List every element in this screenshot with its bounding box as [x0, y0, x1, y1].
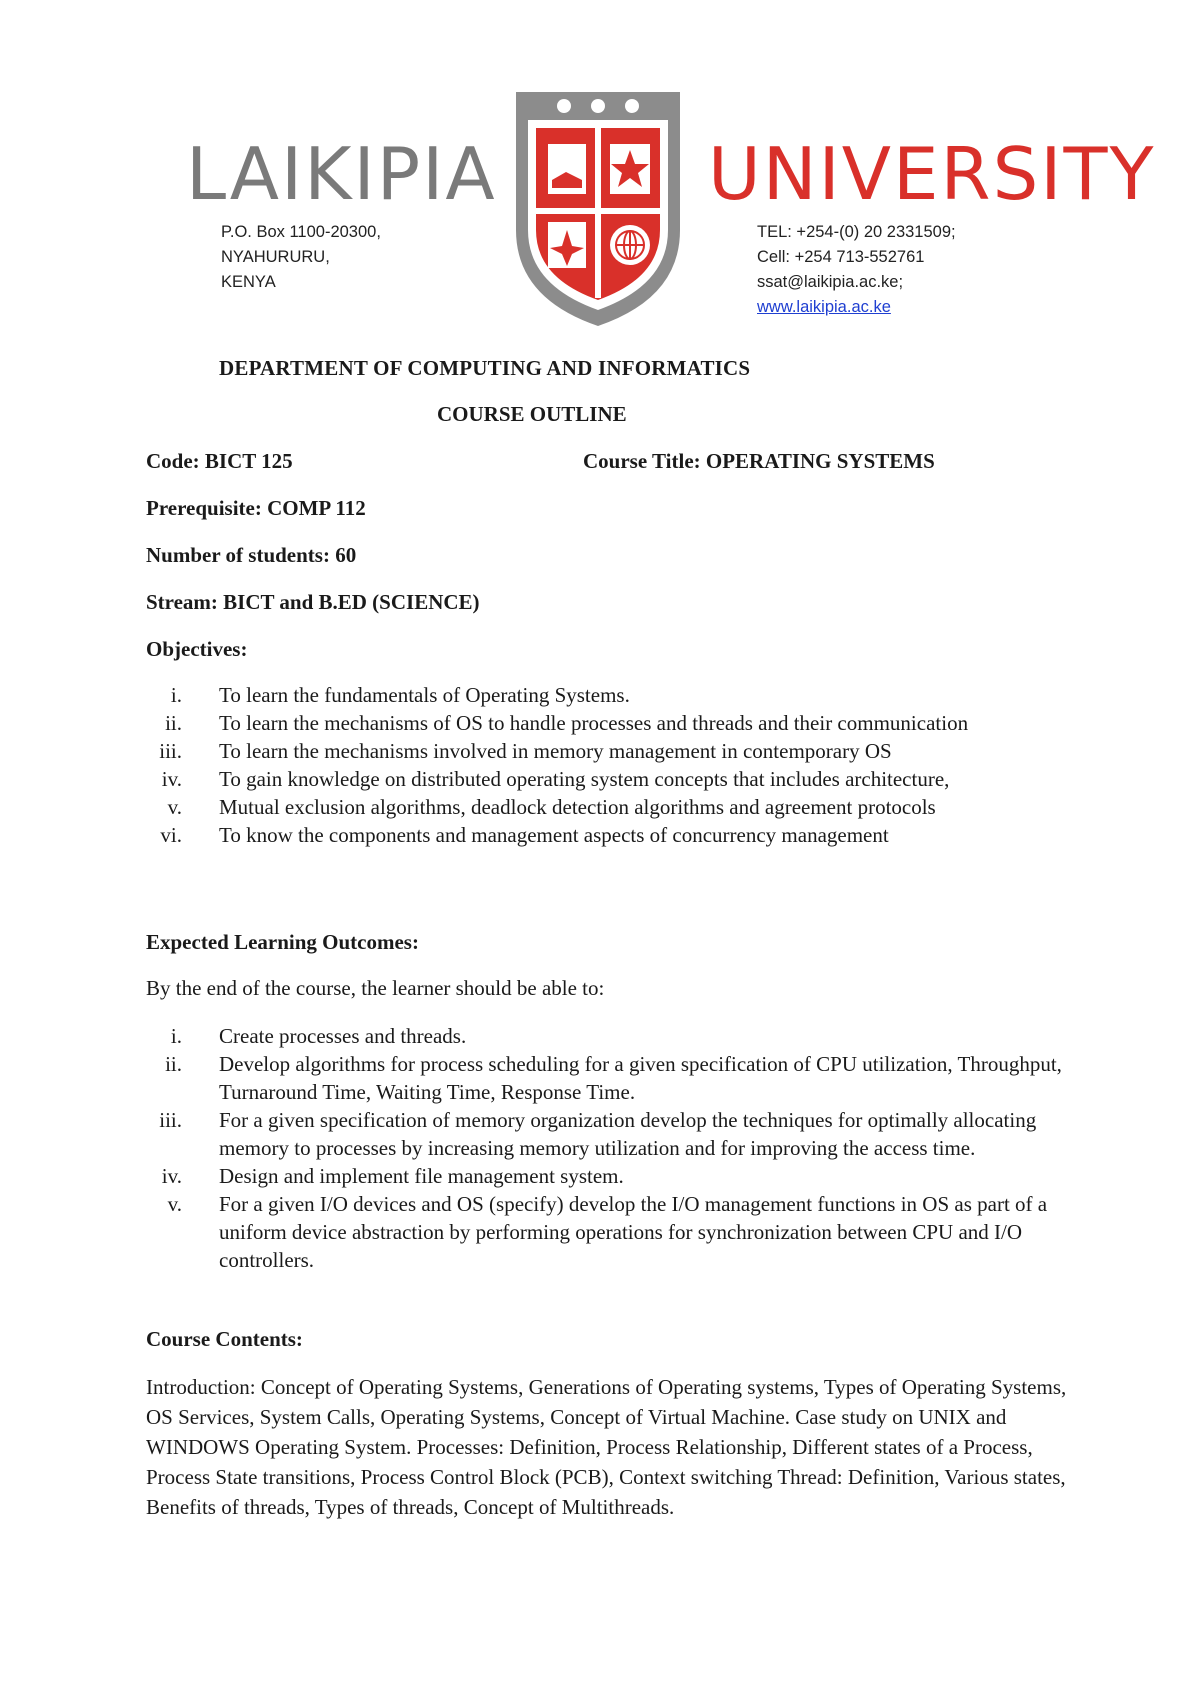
list-item	[146, 737, 1076, 765]
objectives-list	[146, 681, 1076, 849]
list-text: Mutual exclusion algorithms, deadlock detection algorithms and agreement protocols	[219, 795, 936, 819]
list-text: Design and implement file management system.	[219, 1164, 624, 1188]
list-number: v.	[167, 795, 182, 819]
list-number: i.	[170, 1024, 182, 1048]
university-crest-icon	[508, 80, 688, 330]
list-number: v.	[167, 1192, 182, 1216]
list-item	[146, 709, 1076, 737]
list-number: iii.	[159, 1108, 182, 1132]
department-heading: DEPARTMENT OF COMPUTING AND INFORMATICS	[219, 356, 751, 380]
list-text: To learn the fundamentals of Operating Systems.	[219, 683, 630, 707]
telephone: TEL: +254-(0) 20 2331509;	[757, 223, 956, 241]
list-text: For a given I/O devices and OS (specify) develop the I/O management functions in OS as part of a uniform device abstraction by performing operations for synchronization between CPU and I/O controllers.	[219, 1192, 1048, 1272]
list-item	[146, 1190, 1076, 1274]
list-number: iv.	[161, 1164, 182, 1188]
prerequisite: Prerequisite: COMP 112	[146, 496, 366, 520]
list-number: vi.	[160, 823, 182, 847]
outcomes-heading: Expected Learning Outcomes:	[146, 930, 419, 954]
list-number: ii.	[165, 711, 182, 735]
list-text: To know the components and management aspects of concurrency management	[219, 823, 889, 847]
list-item	[146, 765, 1076, 793]
list-item	[146, 1050, 1076, 1106]
contents-heading: Course Contents:	[146, 1327, 303, 1351]
list-text: To learn the mechanisms of OS to handle processes and threads and their communication	[219, 711, 969, 735]
course-code: Code: BICT 125	[146, 449, 293, 473]
email[interactable]: ssat@laikipia.ac.ke;	[757, 273, 904, 291]
website-link[interactable]: www.laikipia.ac.ke	[757, 298, 891, 316]
list-text: Develop algorithms for process scheduling for a given specification of CPU utilization, Throughput, Turnaround Time, Waiting Time, Response Time.	[219, 1052, 1062, 1104]
list-text: Create processes and threads.	[219, 1024, 467, 1048]
list-number: iv.	[161, 767, 182, 791]
postal-address	[221, 220, 381, 295]
list-item	[146, 1162, 1076, 1190]
stream: Stream: BICT and B.ED (SCIENCE)	[146, 590, 480, 614]
list-item	[146, 1106, 1076, 1162]
letterhead-university: UNIVERSITY	[708, 132, 1156, 216]
contact-details	[757, 220, 956, 320]
list-text: To learn the mechanisms involved in memory management in contemporary OS	[219, 739, 892, 763]
list-item	[146, 821, 1076, 849]
document-title: COURSE OUTLINE	[437, 402, 627, 426]
objectives-heading: Objectives:	[146, 637, 248, 661]
number-of-students: Number of students: 60	[146, 543, 357, 567]
outcomes-list	[146, 1022, 1076, 1274]
list-item	[146, 793, 1076, 821]
list-number: iii.	[159, 739, 182, 763]
list-text: For a given specification of memory organization develop the techniques for optimally allocating memory to processes by increasing memory utilization and for improving the access time.	[219, 1108, 1037, 1160]
list-text: To gain knowledge on distributed operating system concepts that includes architecture,	[219, 767, 950, 791]
cell-phone: Cell: +254 713-552761	[757, 248, 925, 266]
address-line: NYAHURURU,	[221, 248, 330, 266]
list-number: ii.	[165, 1052, 182, 1076]
address-line: P.O. Box 1100-20300,	[221, 223, 381, 241]
contents-paragraph: Introduction: Concept of Operating Systems, Generations of Operating systems, Types of Operating Systems, OS Services, System Calls, Operating Systems, Concept of Virtual Machine. Case study on UNIX and WINDOWS Operating System. Processes: Definition, Process Relationship, Different states of a Process, Process State transitions, Process Control Block (PCB), Context switching Thread: Definition, Various states, Benefits of threads, Types of threads, Concept of Multithreads.	[146, 1375, 1067, 1519]
address-line: KENYA	[221, 273, 276, 291]
outcomes-intro: By the end of the course, the learner should be able to:	[146, 976, 605, 1000]
course-title: Course Title: OPERATING SYSTEMS	[583, 449, 935, 473]
letterhead-laikipia: LAIKIPIA	[186, 132, 497, 216]
list-number: i.	[170, 683, 182, 707]
list-item	[146, 681, 1076, 709]
list-item	[146, 1022, 1076, 1050]
